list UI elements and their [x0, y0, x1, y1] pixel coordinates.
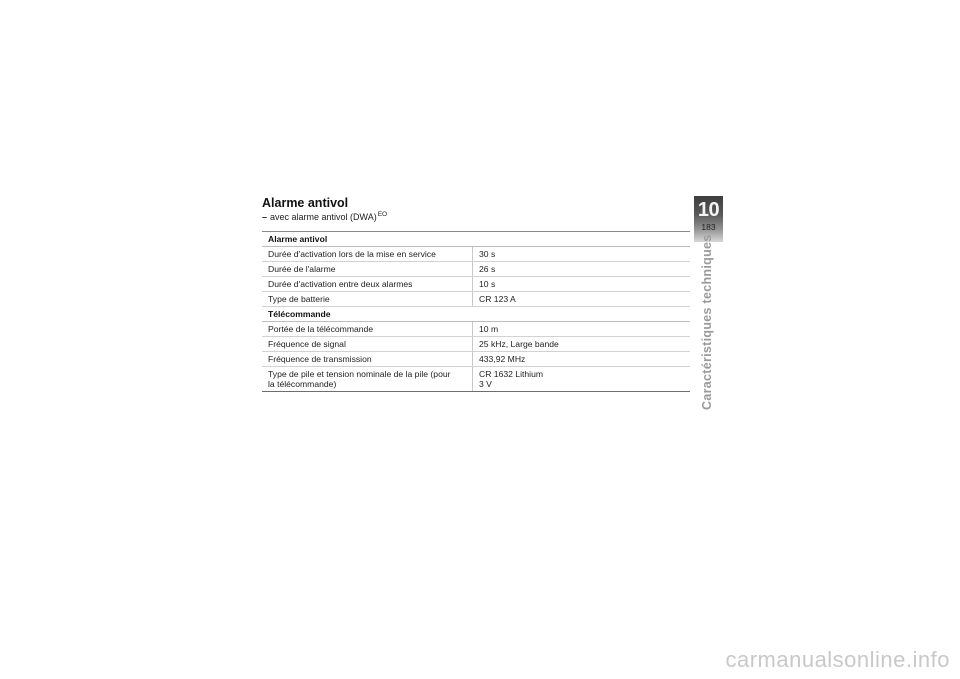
row-label: Portée de la télécommande	[262, 322, 473, 337]
table-row	[262, 247, 690, 262]
table-row	[262, 352, 690, 367]
group-title-remote: Télécommande	[262, 307, 690, 322]
row-value: CR 1632 Lithium 3 V	[473, 367, 691, 392]
chapter-side-title: Caractéristiques techniques	[700, 234, 714, 410]
table-row	[262, 292, 690, 307]
row-value: CR 123 A	[473, 292, 691, 307]
spec-table	[262, 231, 690, 392]
row-value: 26 s	[473, 262, 691, 277]
table-row	[262, 367, 690, 392]
row-label: Durée d'activation entre deux alarmes	[262, 277, 473, 292]
row-value: 25 kHz, Large bande	[473, 337, 691, 352]
section-title: Alarme antivol	[262, 196, 349, 210]
table-row	[262, 322, 690, 337]
watermark: carmanualsonline.info	[725, 647, 950, 672]
section-subtitle	[262, 211, 387, 222]
table-row	[262, 262, 690, 277]
group-title-alarm: Alarme antivol	[262, 232, 690, 247]
row-value: 30 s	[473, 247, 691, 262]
row-label: Durée de l'alarme	[262, 262, 473, 277]
page-number: 183	[701, 222, 716, 232]
table-group-header	[262, 232, 690, 247]
row-value: 10 s	[473, 277, 691, 292]
row-value: 433,92 MHz	[473, 352, 691, 367]
row-value: 10 m	[473, 322, 691, 337]
subtitle-superscript: EO	[377, 211, 388, 218]
table-row	[262, 277, 690, 292]
row-label: Type de batterie	[262, 292, 473, 307]
subtitle-text: avec alarme antivol (DWA)	[270, 212, 377, 222]
row-label: Durée d'activation lors de la mise en service	[262, 247, 473, 262]
row-label: Fréquence de signal	[262, 337, 473, 352]
chapter-number: 10	[697, 199, 720, 221]
subtitle-dash: –	[262, 212, 268, 222]
row-label: Fréquence de transmission	[262, 352, 473, 367]
row-label: Type de pile et tension nominale de la pile (pour la télécommande)	[262, 367, 473, 392]
table-group-header	[262, 307, 690, 322]
table-row	[262, 337, 690, 352]
